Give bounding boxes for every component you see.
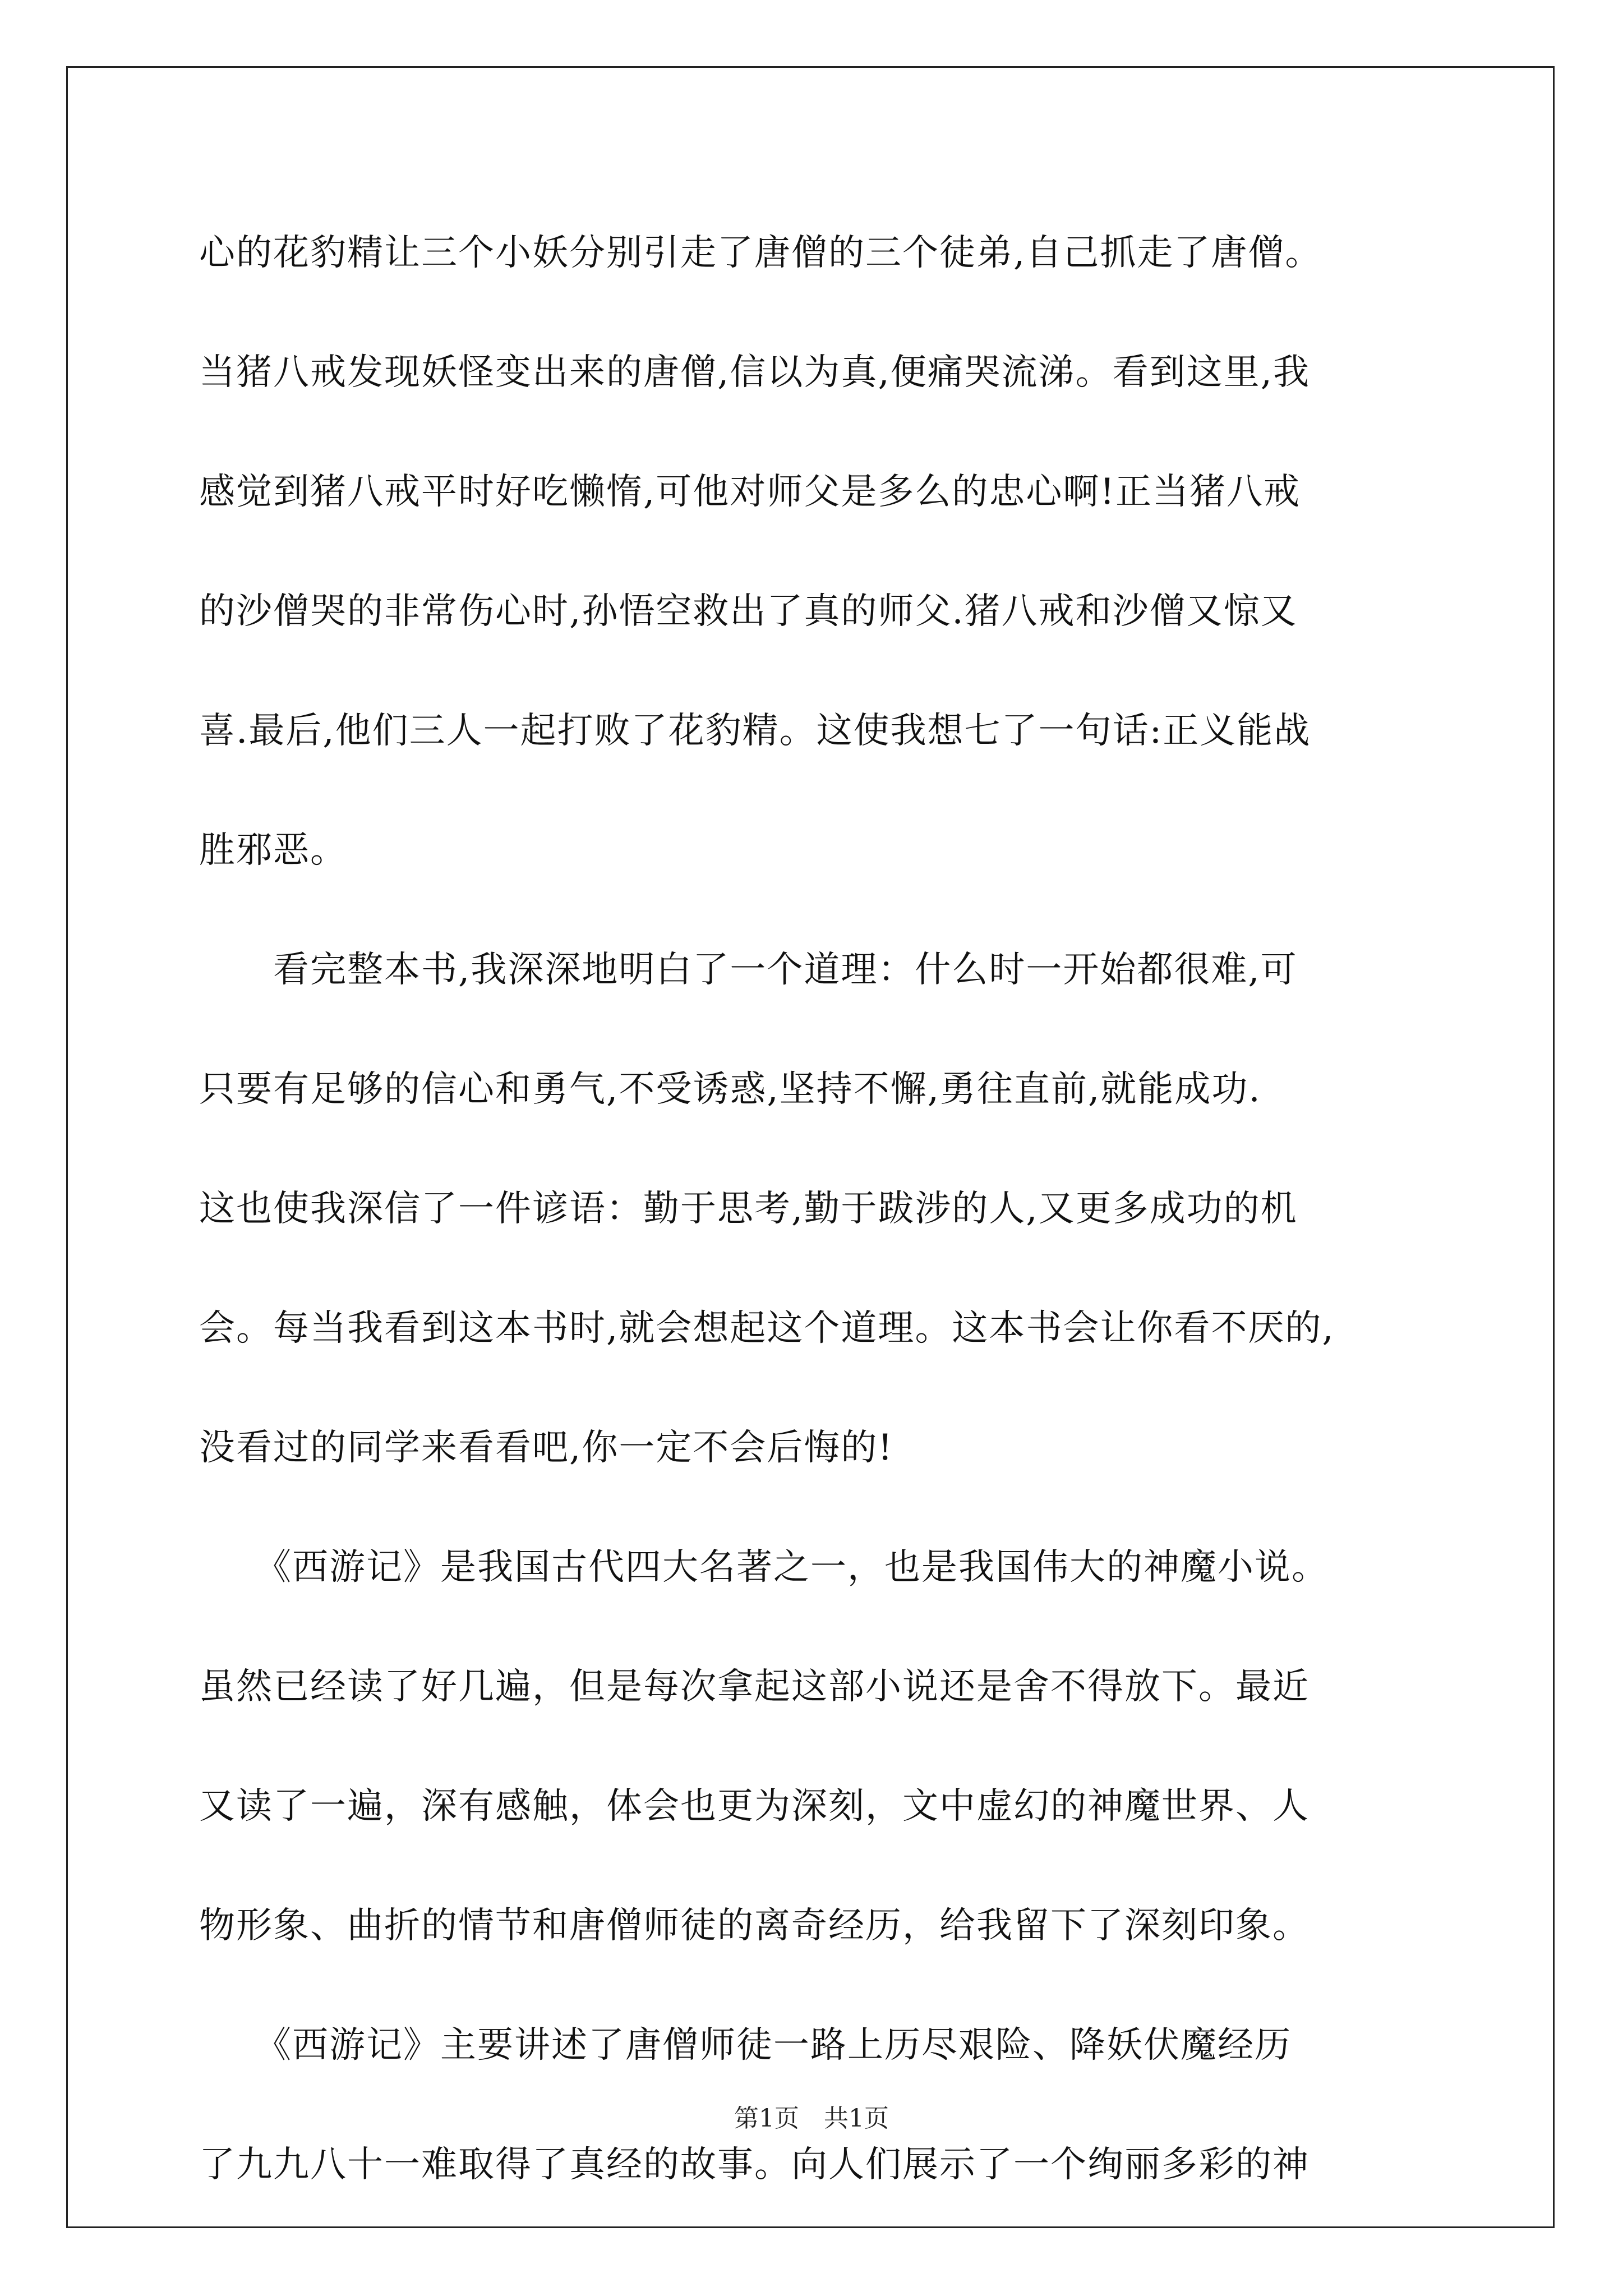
text-line: 没看过的同学来看看吧,你一定不会后悔的!: [199, 1427, 894, 1469]
text-line: 看完整本书,我深深地明白了一个道理：什么时一开始都很难,可: [199, 949, 1298, 991]
text-line: 胜邪恶。: [199, 830, 347, 871]
text-line: 又读了一遍，深有感触，体会也更为深刻，文中虚幻的神魔世界、人: [199, 1786, 1310, 1827]
text-line: 的沙僧哭的非常伤心时,孙悟空救出了真的师父.猪八戒和沙僧又惊又: [199, 591, 1298, 632]
text-line: 只要有足够的信心和勇气,不受诱惑,坚持不懈,勇往直前,就能成功.: [199, 1069, 1261, 1110]
body-text: [199, 194, 1433, 2225]
text-line: 物形象、曲折的情节和唐僧师徒的离奇经历，给我留下了深刻印象。: [199, 1905, 1310, 1947]
text-line: 了九九八十一难取得了真经的故事。向人们展示了一个绚丽多彩的神: [199, 2144, 1310, 2185]
text-line: 这也使我深信了一件谚语：勤于思考,勤于跋涉的人,又更多成功的机: [199, 1188, 1298, 1230]
text-line: 心的花豹精让三个小妖分别引走了唐僧的三个徒弟,自己抓走了唐僧。: [199, 232, 1322, 274]
text-line: 感觉到猪八戒平时好吃懒惰,可他对师父是多么的忠心啊!正当猪八戒: [199, 471, 1301, 513]
text-line: 当猪八戒发现妖怪变出来的唐僧,信以为真,便痛哭流涕。看到这里,我: [199, 352, 1311, 393]
text-line: 会。每当我看到这本书时,就会想起这个道理。这本书会让你看不厌的,: [199, 1308, 1335, 1349]
text-line: 《西游记》是我国古代四大名著之一，也是我国伟大的神魔小说。: [199, 1547, 1329, 1588]
text-line: 虽然已经读了好几遍，但是每次拿起这部小说还是舍不得放下。最近: [199, 1666, 1310, 1708]
text-line: 喜.最后,他们三人一起打败了花豹精。这使我想七了一句话:正义能战: [199, 710, 1311, 752]
page-footer: 第1页 共1页: [734, 2104, 889, 2133]
text-line: 《西游记》主要讲述了唐僧师徒一路上历尽艰险、降妖伏魔经历: [199, 2024, 1292, 2066]
